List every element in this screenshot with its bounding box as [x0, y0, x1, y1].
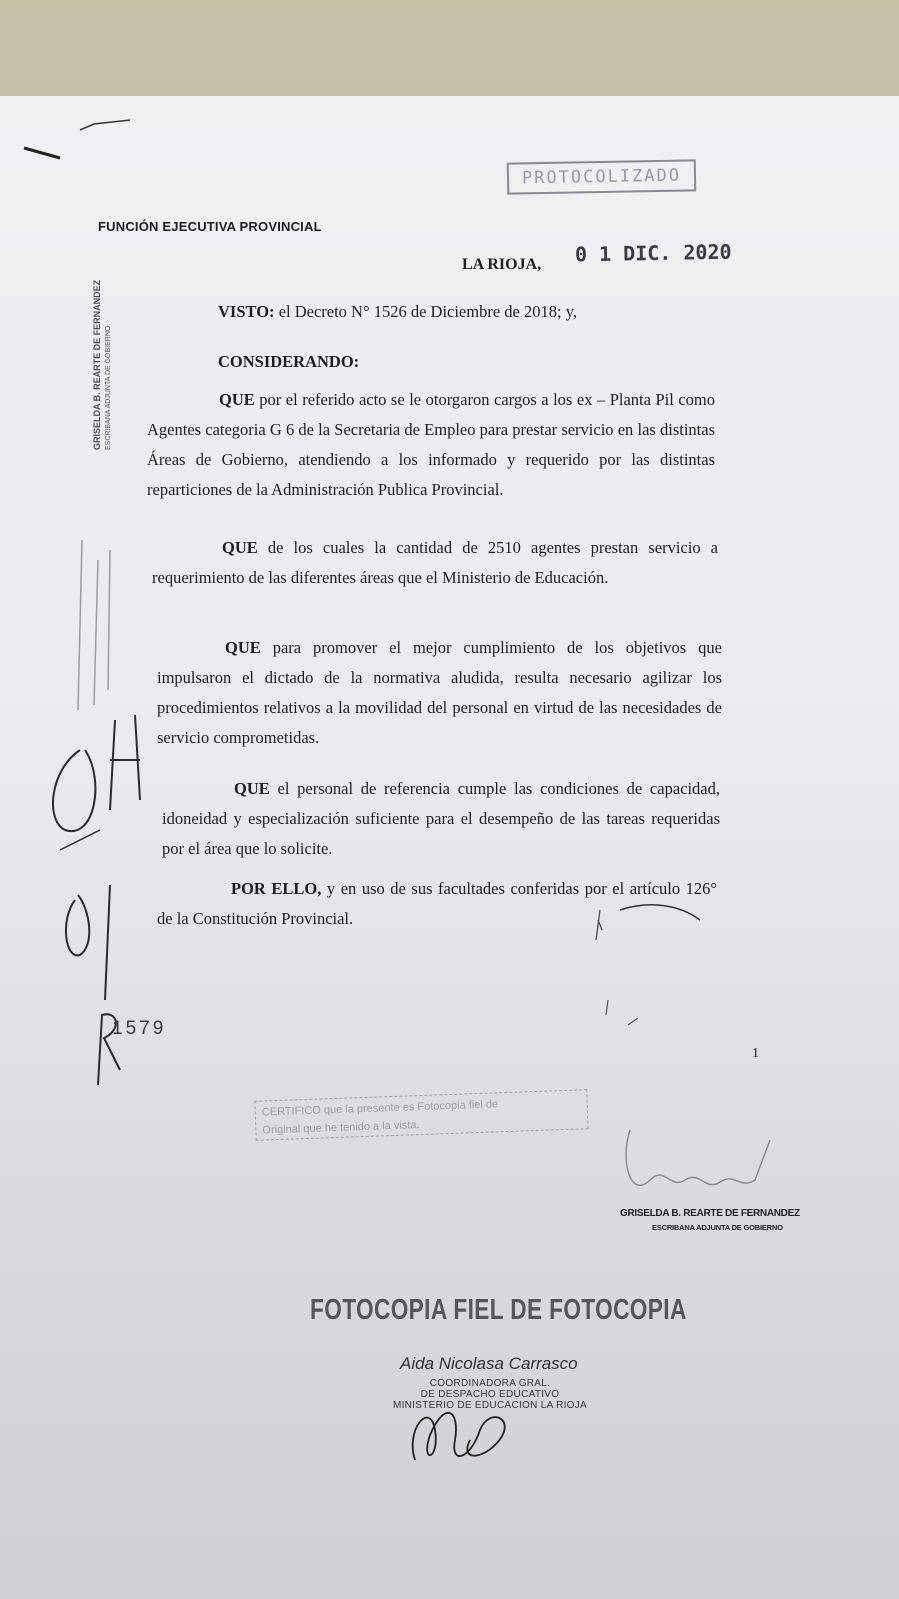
que-label-3: QUE	[225, 638, 261, 657]
considerando-label: CONSIDERANDO:	[218, 352, 360, 371]
paragraph-1	[147, 385, 715, 505]
paragraph-5-text: y en uso de sus facultades conferidas por el artículo 126° de la Constitución Provincial.	[157, 879, 717, 928]
side-stamp-name: GRISELDA B. REARTE DE FERNANDEZ	[92, 279, 102, 450]
considerando-heading	[218, 347, 359, 377]
margin-mark-drawing	[20, 110, 140, 170]
notary-signature-drawing	[610, 1120, 790, 1210]
que-label-4: QUE	[234, 779, 270, 798]
paragraph-3	[157, 633, 722, 753]
visto-label: VISTO:	[218, 302, 275, 321]
paragraph-2-text: de los cuales la cantidad de 2510 agentes prestan servicio a requerimiento de las diferentes áreas que el Ministerio de Educación.	[152, 538, 718, 587]
que-label-2: QUE	[222, 538, 258, 557]
paragraph-2	[152, 533, 718, 593]
page-number: 1	[752, 1046, 759, 1061]
visto-text: el Decreto N° 1526 de Diciembre de 2018; y,	[274, 302, 577, 321]
visto-line	[218, 297, 778, 327]
place-label: LA RIOJA,	[462, 256, 542, 273]
protocolizado-stamp: PROTOCOLIZADO	[507, 159, 697, 194]
fotocopia-fiel-stamp: FOTOCOPIA FIEL DE FOTOCOPIA	[310, 1294, 687, 1326]
signer-name: GRISELDA B. REARTE DE FERNANDEZ	[620, 1208, 800, 1219]
header-organization: FUNCIÓN EJECUTIVA PROVINCIAL	[98, 219, 322, 234]
paragraph-1-text: por el referido acto se le otorgaron cargos a los ex – Planta Pil como Agentes categoria G 6 de la Secretaria de Empleo para prestar servicio en las distintas Áreas de Gobierno, atendiendo a los informado y requerido por las distintas reparticiones de la Administración Publica Provincial.	[147, 390, 715, 499]
que-label-1: QUE	[219, 390, 255, 409]
coordinator-name: Aida Nicolasa Carrasco	[400, 1354, 578, 1373]
date-stamp: 0 1 DIC. 2020	[574, 239, 732, 267]
margin-date-stamp-drawing	[60, 520, 120, 720]
coordinator-line3: MINISTERIO DE EDUCACION LA RIOJA	[392, 1400, 588, 1411]
side-stamp-title: ESCRIBANA ADJUNTA DE GOBIERNO	[105, 325, 112, 450]
paragraph-4	[162, 774, 720, 864]
paragraph-3-text: para promover el mejor cumplimiento de los objetivos que impulsaron el dictado de la normativa aludida, resulta necesario agilizar los procedimientos relativos a la movilidad del personal en virtud de las necesidades de servicio comprometidas.	[157, 638, 722, 747]
coordinator-signature-drawing	[400, 1390, 530, 1470]
por-ello-label: POR ELLO,	[231, 879, 322, 898]
margin-pen-marks-drawing	[590, 900, 710, 1040]
certification-stamp-line2: Original que he tenido a la vista.	[262, 1119, 420, 1137]
coordinator-line2: DE DESPACHO EDUCATIVO	[420, 1389, 560, 1400]
coordinator-line1: COORDINADORA GRAL.	[429, 1378, 551, 1389]
signer-title: ESCRIBANA ADJUNTA DE GOBIERNO	[652, 1223, 783, 1232]
side-stamp	[92, 280, 114, 450]
paragraph-4-text: el personal de referencia cumple las condiciones de capacidad, idoneidad y especialización suficiente para el desempeño de las tareas requeridas por el área que lo solicite.	[162, 779, 720, 858]
certification-stamp-line1: CERTIFICO que la presente es Fotocopia fiel de	[261, 1098, 499, 1119]
handwritten-number: 1579	[112, 1018, 167, 1039]
